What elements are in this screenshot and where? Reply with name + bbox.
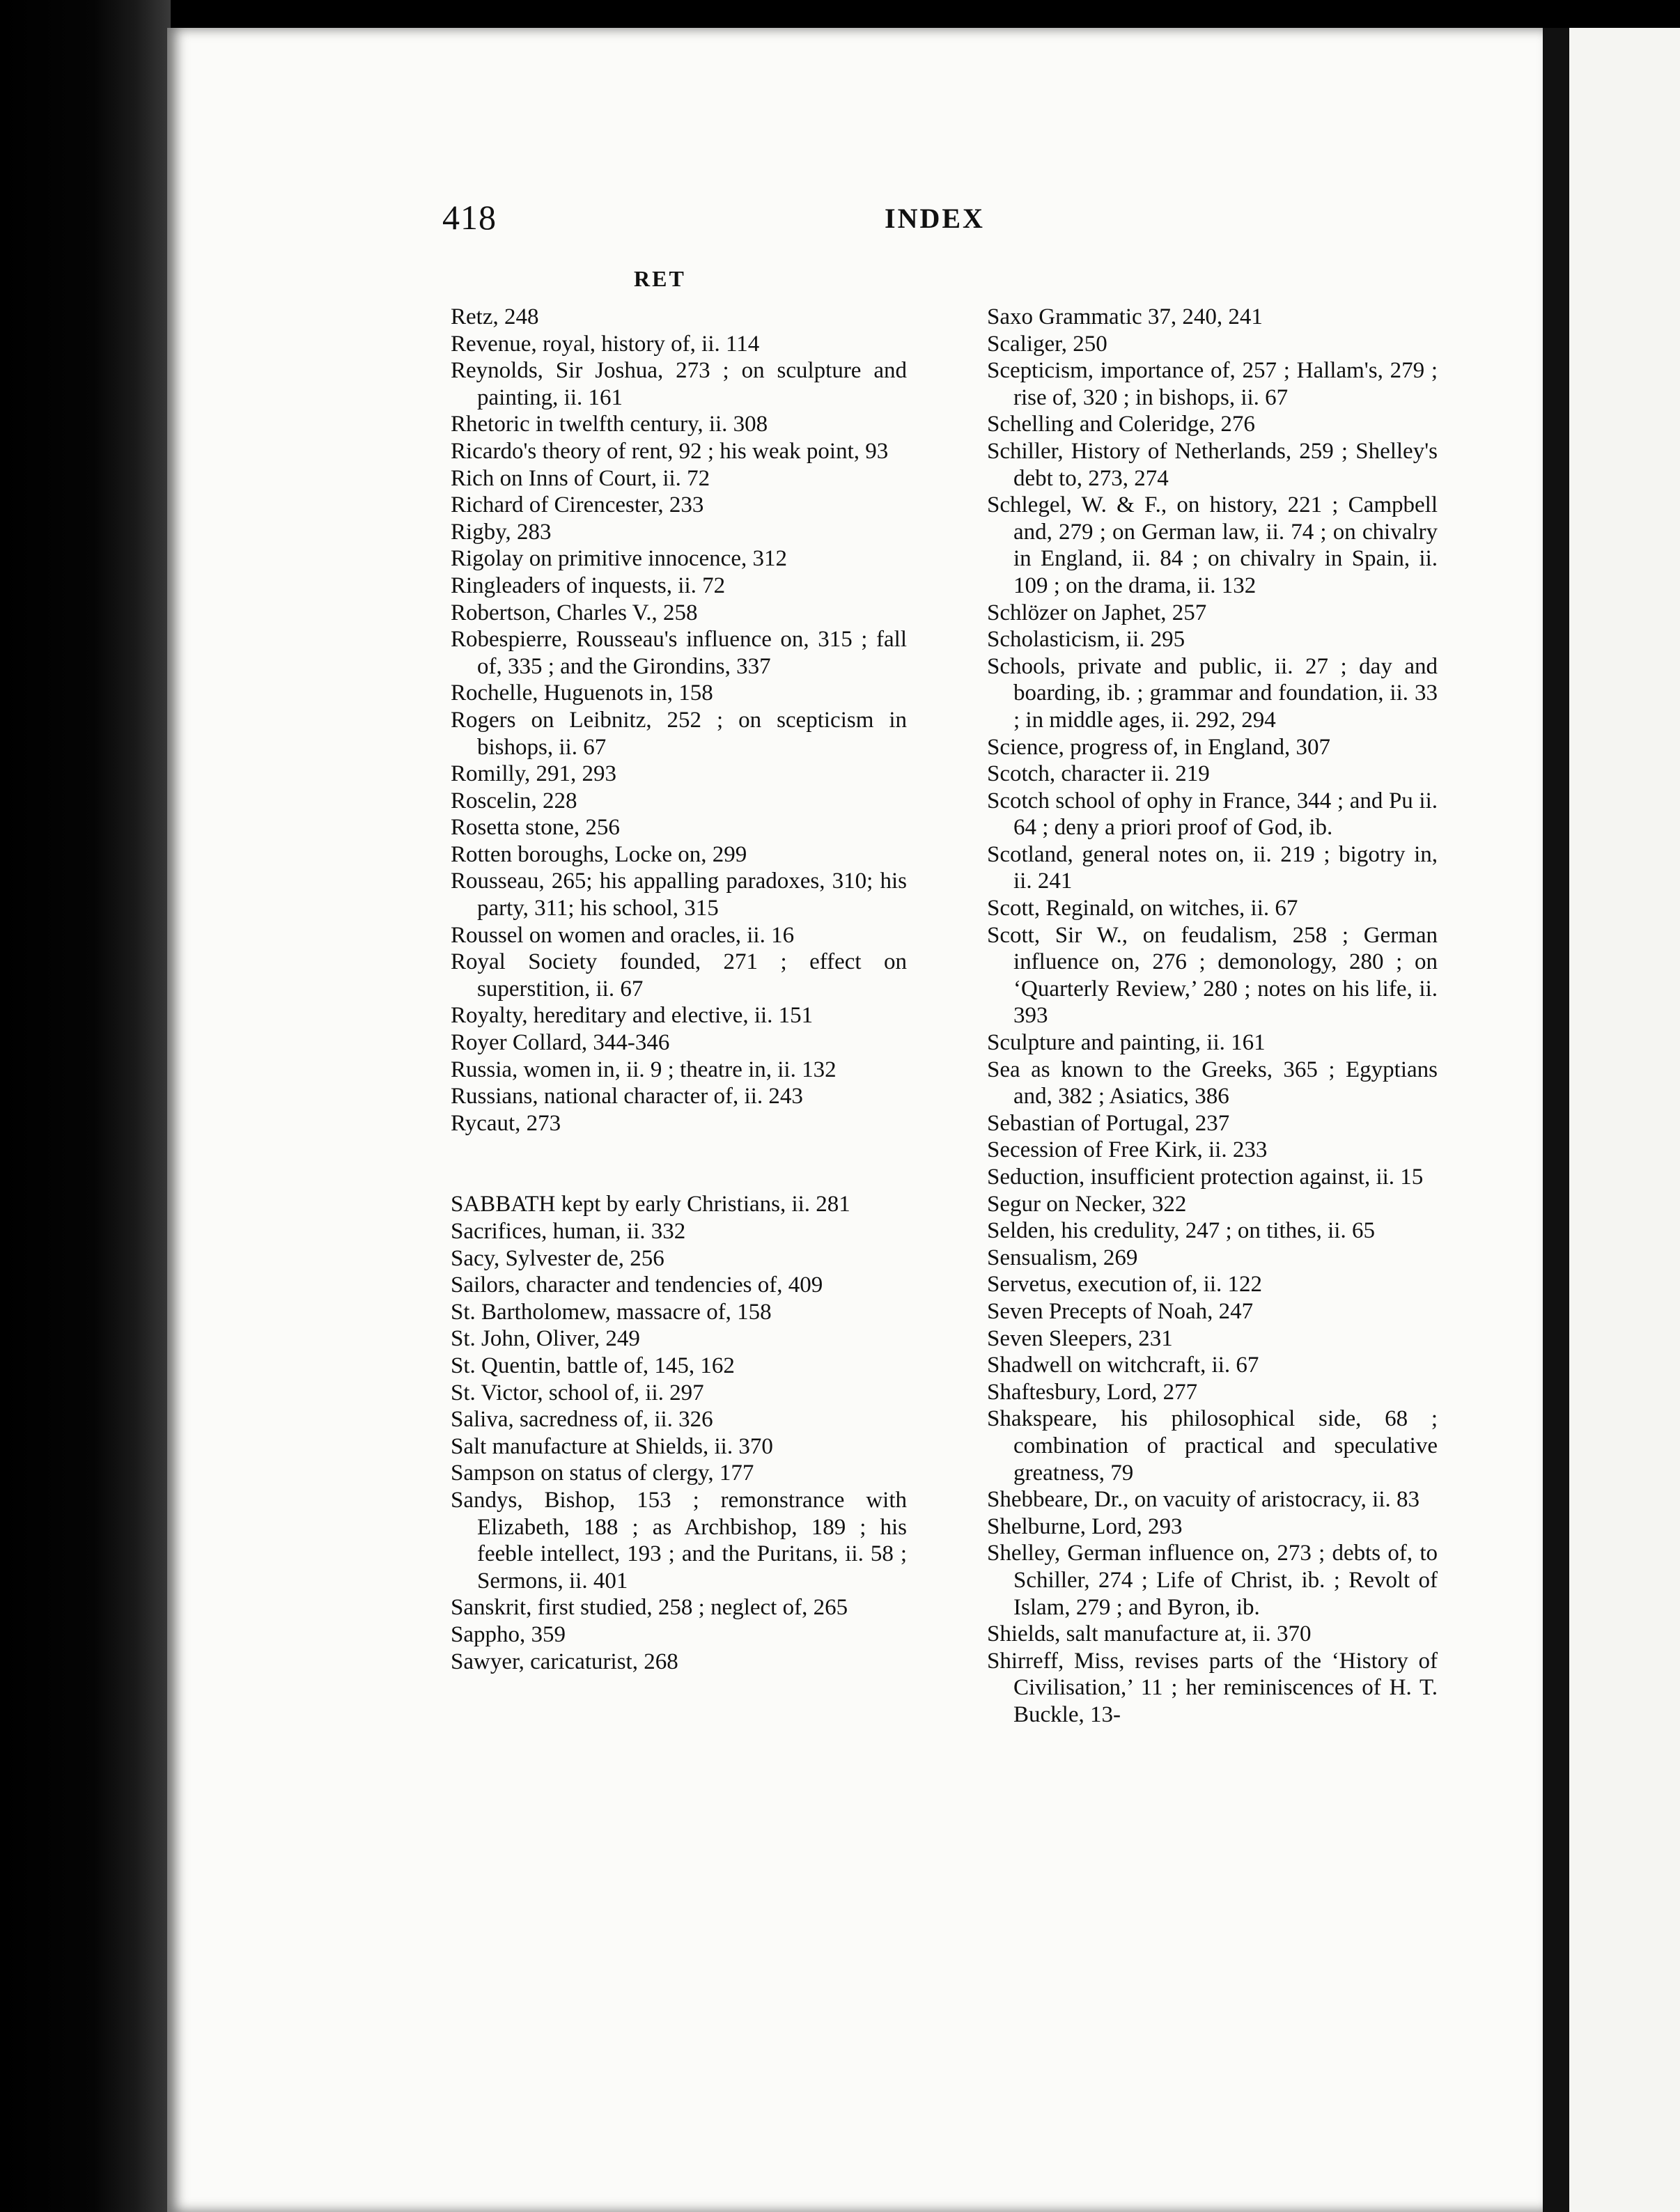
index-entry: Royalty, hereditary and elective, ii. 151 [451,1003,814,1029]
index-entry: Schelling and Coleridge, 276 [987,412,1255,437]
index-entry: St. Bartholomew, massacre of, 158 [451,1299,772,1325]
index-entry: Schlözer on Japhet, 257 [987,600,1207,625]
index-entry: Saliva, sacredness of, ii. 326 [451,1407,713,1433]
index-entry: Scotland, general notes on, ii. 219 ; bigotry in, ii. 241 [987,841,1438,894]
index-column-right [987,304,1438,1728]
index-entry: Sappho, 359 [451,1621,566,1647]
index-entry: Sampson on status of clergy, 177 [451,1461,754,1486]
index-entry: Richard of Cirencester, 233 [451,492,704,518]
index-entry: Roscelin, 228 [451,788,577,813]
index-entry: Sacrifices, human, ii. 332 [451,1219,686,1244]
index-entry: Scott, Reginald, on witches, ii. 67 [987,896,1298,921]
running-head-title: INDEX [885,203,985,234]
index-entry: Rycaut, 273 [451,1110,561,1136]
index-entry: Scaliger, 250 [987,331,1107,357]
index-entry: Shaftesbury, Lord, 277 [987,1379,1198,1405]
facing-page-edge [1543,28,1680,2212]
index-entry: Sensualism, 269 [987,1245,1138,1270]
index-entry: Rigolay on primitive innocence, 312 [451,546,787,572]
index-entry: SABBATH kept by early Christians, ii. 281 [451,1192,850,1217]
index-entry: Rochelle, Huguenots in, 158 [451,680,713,706]
index-entry: Sebastian of Portugal, 237 [987,1110,1230,1136]
index-entry: Rotten boroughs, Locke on, 299 [451,841,747,867]
index-entry: Sawyer, caricaturist, 268 [451,1649,678,1674]
index-entry: Saxo Grammatic 37, 240, 241 [987,304,1263,329]
index-entry: Shields, salt manufacture at, ii. 370 [987,1621,1312,1647]
index-entry: Sea as known to the Greeks, 365 ; Egyptians and, 382 ; Asiatics, 386 [987,1057,1438,1109]
index-entry: St. Quentin, battle of, 145, 162 [451,1353,735,1378]
index-entry: Scotch, character ii. 219 [987,761,1210,787]
index-entry: Shebbeare, Dr., on vacuity of aristocracy, ii. 83 [987,1487,1420,1513]
index-entry: Scepticism, importance of, 257 ; Hallam's, 279 ; rise of, 320 ; in bishops, ii. 67 [987,358,1438,410]
letter-section-gap [451,1137,907,1191]
index-entry: Scott, Sir W., on feudalism, 258 ; German influence on, 276 ; demonology, 280 ; on ‘Quarterly Review,’ 280 ; notes on his life, ii. 393 [987,922,1438,1029]
index-entry: Rogers on Leibnitz, 252 ; on scepticism in bishops, ii. 67 [451,707,907,760]
index-entry: Segur on Necker, 322 [987,1191,1187,1217]
index-entry: Science, progress of, in England, 307 [987,734,1331,760]
index-entry: Retz, 248 [451,304,539,329]
index-entry: Seven Sleepers, 231 [987,1325,1173,1351]
guide-word: RET [634,266,686,291]
index-entry: Russia, women in, ii. 9 ; theatre in, ii. 132 [451,1057,837,1082]
index-entry: Royal Society founded, 271 ; effect on superstition, ii. 67 [451,949,907,1002]
index-entry: Seduction, insufficient protection against, ii. 15 [987,1165,1424,1190]
index-entry: Robespierre, Rousseau's influence on, 315 ; fall of, 335 ; and the Girondins, 337 [451,627,907,679]
index-entry: Shelburne, Lord, 293 [987,1513,1183,1539]
index-entry: Scholasticism, ii. 295 [987,627,1185,653]
index-entry: Schiller, History of Netherlands, 259 ; Shelley's debt to, 273, 274 [987,438,1438,491]
index-entry: Sandys, Bishop, 153 ; remonstrance with Elizabeth, 188 ; as Archbishop, 189 ; his feeble intellect, 193 ; and the Puritans, ii. 58 ; Sermons, ii. 401 [451,1487,907,1594]
index-entry: Reynolds, Sir Joshua, 273 ; on sculpture and painting, ii. 161 [451,358,907,410]
index-entry: Shadwell on witchcraft, ii. 67 [987,1353,1259,1378]
index-entry: Ricardo's theory of rent, 92 ; his weak point, 93 [451,438,889,464]
index-entry: Shelley, German influence on, 273 ; debts of, to Schiller, 274 ; Life of Christ, ib. ; Revolt of Islam, 279 ; and Byron, ib. [987,1541,1438,1620]
scan-margin [0,0,171,2212]
index-entry: Scotch school of ophy in France, 344 ; and Pu ii. 64 ; deny a priori proof of God, ib. [987,788,1438,841]
index-entry: Russians, national character of, ii. 243 [451,1084,803,1109]
index-entry: Salt manufacture at Shields, ii. 370 [451,1433,773,1459]
index-entry: Sacy, Sylvester de, 256 [451,1245,664,1271]
index-entry: Schools, private and public, ii. 27 ; day and boarding, ib. ; grammar and foundation, ii. 33 ; in middle ages, ii. 292, 294 [987,653,1438,733]
index-entry: Revenue, royal, history of, ii. 114 [451,331,760,357]
index-entry: Schlegel, W. & F., on history, 221 ; Campbell and, 279 ; on German law, ii. 74 ; on chivalry in England, ii. 84 ; on chivalry in Spain, ii. 109 ; on the drama, ii. 132 [987,492,1438,598]
index-entry: Roussel on women and oracles, ii. 16 [451,922,795,948]
index-entry: Ringleaders of inquests, ii. 72 [451,573,726,598]
index-entry: Rhetoric in twelfth century, ii. 308 [451,412,768,437]
index-entry: Selden, his credulity, 247 ; on tithes, ii. 65 [987,1218,1375,1244]
index-entry: Rosetta stone, 256 [451,815,620,841]
index-entry: Servetus, execution of, ii. 122 [987,1272,1263,1298]
index-entry: Rousseau, 265; his appalling paradoxes, 310; his party, 311; his school, 315 [451,869,907,921]
index-entry: Rigby, 283 [451,519,552,545]
index-entry: Shakspeare, his philosophical side, 68 ; combination of practical and speculative greatness, 79 [987,1406,1438,1486]
index-entry: St. Victor, school of, ii. 297 [451,1380,704,1405]
index-column-left [451,304,907,1675]
index-entry: Secession of Free Kirk, ii. 233 [987,1137,1268,1163]
index-entry: Sanskrit, first studied, 258 ; neglect of, 265 [451,1595,848,1621]
index-entry: Sculpture and painting, ii. 161 [987,1030,1266,1056]
page-number: 418 [442,198,497,237]
index-entry: Royer Collard, 344-346 [451,1030,670,1056]
index-entry: Romilly, 291, 293 [451,761,617,787]
index-entry: Robertson, Charles V., 258 [451,600,698,625]
index-entry: Seven Precepts of Noah, 247 [987,1298,1254,1324]
index-entry: Sailors, character and tendencies of, 409 [451,1272,823,1298]
index-entry: St. John, Oliver, 249 [451,1326,640,1352]
index-entry: Rich on Inns of Court, ii. 72 [451,465,710,491]
index-entry: Shirreff, Miss, revises parts of the ‘History of Civilisation,’ 11 ; her reminiscences of H. T. Buckle, 13- [987,1648,1438,1727]
